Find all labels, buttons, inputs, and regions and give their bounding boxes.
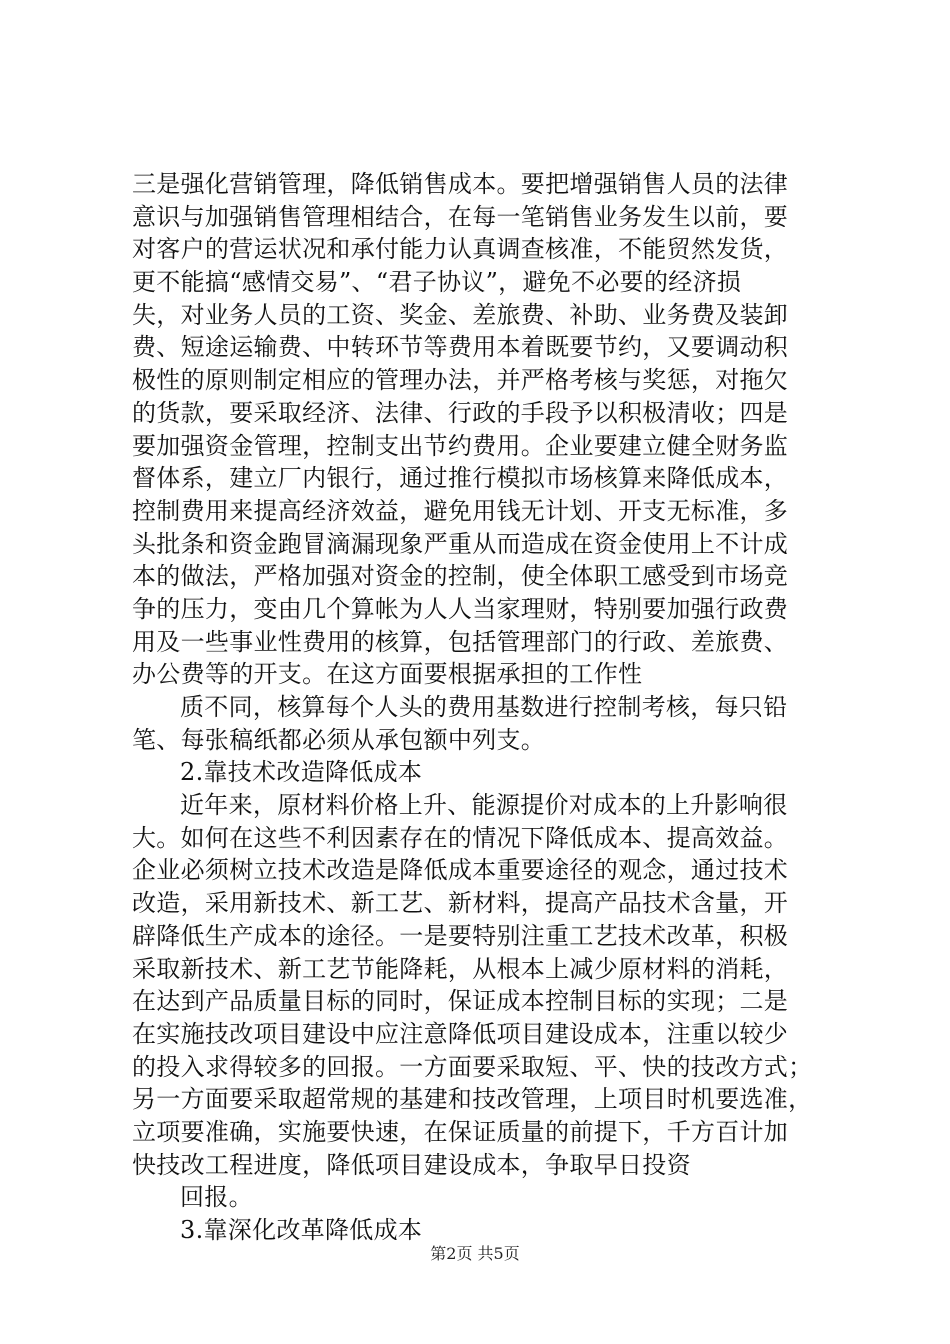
text-line: 的货款，要采取经济、法律、行政的手段予以积极清收；四是	[132, 398, 789, 427]
text-line: 的投入求得较多的回报。一方面要采取短、平、快的技改方式；	[132, 1052, 813, 1081]
text-line: 回报。	[180, 1183, 253, 1212]
text-line: 立项要准确，实施要快速，在保证质量的前提下，千方百计加	[132, 1117, 789, 1146]
text-line: 对客户的营运状况和承付能力认真调查核准，不能贸然发货，	[132, 235, 789, 264]
text-line: 三是强化营销管理，降低销售成本。要把增强销售人员的法律	[132, 170, 789, 198]
text-line: 意识与加强销售管理相结合，在每一笔销售业务发生以前，要	[132, 202, 789, 231]
text-line: 控制费用来提高经济效益，避免用钱无计划、开支无标准，多	[132, 496, 789, 525]
text-line: 另一方面要采取超常规的基建和技改管理，上项目时机要选准，	[132, 1085, 813, 1114]
text-line: 办公费等的开支。在这方面要根据承担的工作性	[132, 660, 643, 689]
text-line: 企业必须树立技术改造是降低成本重要途径的观念，通过技术	[132, 856, 789, 885]
text-line: 要加强资金管理，控制支出节约费用。企业要建立健全财务监	[132, 431, 789, 460]
text-line: 费、短途运输费、中转环节等费用本着既要节约，又要调动积	[132, 333, 789, 362]
text-line: 笔、每张稿纸都必须从承包额中列支。	[132, 725, 546, 754]
section-heading: 3.靠深化改革降低成本	[180, 1216, 423, 1244]
text-line: 改造，采用新技术、新工艺、新材料，提高产品技术含量，开	[132, 889, 789, 918]
text-line: 更不能搞“感情交易”、“君子协议”，避免不必要的经济损	[132, 268, 742, 297]
text-line: 快技改工程进度，降低项目建设成本，争取早日投资	[132, 1150, 691, 1179]
text-line: 在实施技改项目建设中应注意降低项目建设成本，注重以较少	[132, 1019, 789, 1048]
text-line: 辟降低生产成本的途径。一是要特别注重工艺技术改革，积极	[132, 921, 789, 950]
page-footer: 第2页 共5页	[430, 1244, 520, 1263]
text-line: 质不同，核算每个人头的费用基数进行控制考核，每只铅	[180, 693, 788, 721]
text-line: 采取新技术、新工艺节能降耗，从根本上减少原材料的消耗，	[132, 954, 789, 983]
text-line: 近年来，原材料价格上升、能源提价对成本的上升影响很	[180, 791, 788, 820]
text-line: 争的压力，变由几个算帐为人人当家理财，特别要加强行政费	[132, 594, 789, 623]
text-line: 头批条和资金跑冒滴漏现象严重从而造成在资金使用上不计成	[132, 529, 789, 558]
body-text	[132, 168, 852, 1247]
text-line: 失，对业务人员的工资、奖金、差旅费、补助、业务费及装卸	[132, 300, 789, 329]
text-line: 用及一些事业性费用的核算，包括管理部门的行政、差旅费、	[132, 627, 789, 656]
text-line: 督体系，建立厂内银行，通过推行模拟市场核算来降低成本，	[132, 464, 789, 493]
text-line: 极性的原则制定相应的管理办法，并严格考核与奖惩，对拖欠	[132, 366, 789, 395]
text-line: 本的做法，严格加强对资金的控制，使全体职工感受到市场竞	[132, 562, 789, 591]
text-line: 大。如何在这些不利因素存在的情况下降低成本、提高效益。	[132, 823, 789, 852]
section-heading: 2.靠技术改造降低成本	[180, 758, 423, 787]
text-line: 在达到产品质量目标的同时，保证成本控制目标的实现；二是	[132, 987, 789, 1016]
